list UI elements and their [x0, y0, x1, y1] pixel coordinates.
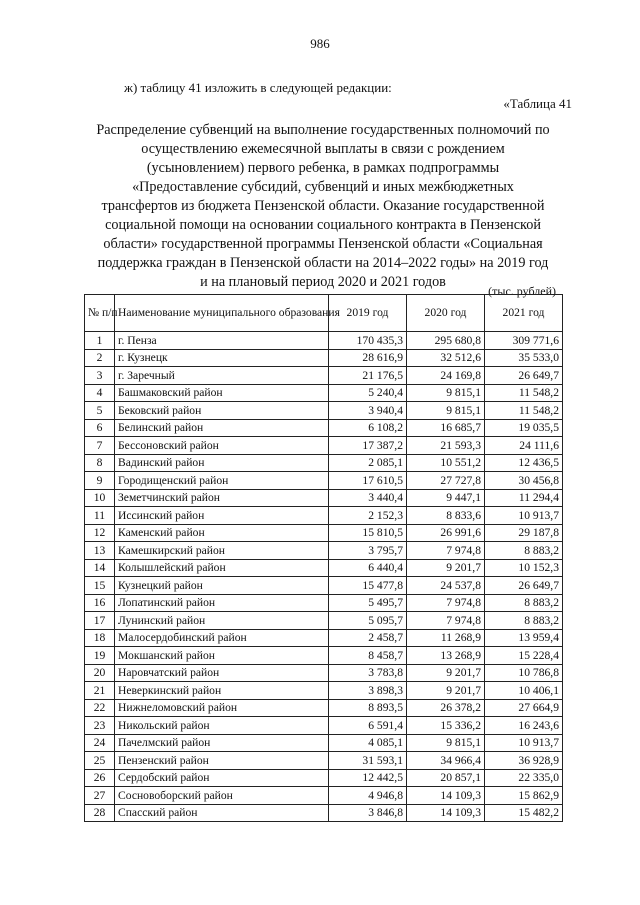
cell-2020: 9 815,1 — [407, 384, 485, 402]
cell-2021: 12 436,5 — [485, 454, 563, 472]
cell-2019: 8 458,7 — [329, 647, 407, 665]
cell-2021: 11 548,2 — [485, 384, 563, 402]
cell-2021: 8 883,2 — [485, 542, 563, 560]
cell-2019: 28 616,9 — [329, 349, 407, 367]
cell-2021: 22 335,0 — [485, 769, 563, 787]
cell-name: Земетчинский район — [115, 489, 329, 507]
cell-num: 23 — [85, 717, 115, 735]
cell-2019: 2 152,3 — [329, 507, 407, 525]
cell-num: 22 — [85, 699, 115, 717]
header-num: № п/п — [85, 295, 115, 332]
title-line: трансфертов из бюджета Пензенской области. Оказание государственной — [101, 198, 545, 214]
table-body — [85, 332, 563, 822]
table-row — [85, 454, 563, 472]
cell-num: 26 — [85, 769, 115, 787]
cell-2020: 24 169,8 — [407, 367, 485, 385]
cell-2021: 8 883,2 — [485, 612, 563, 630]
cell-num: 1 — [85, 332, 115, 350]
table-row — [85, 367, 563, 385]
cell-num: 27 — [85, 787, 115, 805]
cell-2021: 16 243,6 — [485, 717, 563, 735]
cell-2021: 11 548,2 — [485, 402, 563, 420]
cell-num: 11 — [85, 507, 115, 525]
cell-num: 18 — [85, 629, 115, 647]
table-row — [85, 699, 563, 717]
cell-2021: 10 913,7 — [485, 507, 563, 525]
cell-num: 15 — [85, 577, 115, 595]
cell-2020: 9 815,1 — [407, 734, 485, 752]
cell-2021: 26 649,7 — [485, 577, 563, 595]
cell-2020: 9 201,7 — [407, 682, 485, 700]
cell-2020: 8 833,6 — [407, 507, 485, 525]
cell-name: Наровчатский район — [115, 664, 329, 682]
cell-2021: 10 786,8 — [485, 664, 563, 682]
cell-name: г. Пенза — [115, 332, 329, 350]
title-line: поддержка граждан в Пензенской области на 2014–2022 годы» на 2019 год — [97, 255, 549, 271]
table-row — [85, 612, 563, 630]
cell-name: Никольский район — [115, 717, 329, 735]
cell-name: Нижнеломовский район — [115, 699, 329, 717]
cell-name: г. Кузнецк — [115, 349, 329, 367]
cell-2020: 15 336,2 — [407, 717, 485, 735]
cell-2019: 6 440,4 — [329, 559, 407, 577]
cell-name: Башмаковский район — [115, 384, 329, 402]
table-row — [85, 752, 563, 770]
table-row — [85, 384, 563, 402]
cell-name: Бековский район — [115, 402, 329, 420]
cell-2019: 3 783,8 — [329, 664, 407, 682]
cell-2019: 12 442,5 — [329, 769, 407, 787]
cell-num: 7 — [85, 437, 115, 455]
cell-2020: 24 537,8 — [407, 577, 485, 595]
table-row — [85, 647, 563, 665]
table-row — [85, 629, 563, 647]
table-row — [85, 682, 563, 700]
cell-2019: 17 610,5 — [329, 472, 407, 490]
cell-2019: 2 085,1 — [329, 454, 407, 472]
cell-2021: 29 187,8 — [485, 524, 563, 542]
cell-name: Вадинский район — [115, 454, 329, 472]
cell-2021: 309 771,6 — [485, 332, 563, 350]
table-row — [85, 769, 563, 787]
table-row — [85, 349, 563, 367]
table-row — [85, 594, 563, 612]
cell-2021: 10 913,7 — [485, 734, 563, 752]
cell-2019: 5 095,7 — [329, 612, 407, 630]
cell-2020: 9 447,1 — [407, 489, 485, 507]
header-2020: 2020 год — [407, 295, 485, 332]
cell-num: 14 — [85, 559, 115, 577]
cell-2020: 27 727,8 — [407, 472, 485, 490]
cell-2020: 7 974,8 — [407, 542, 485, 560]
document-title — [66, 121, 580, 292]
units-label: (тыс. рублей) — [488, 284, 556, 298]
cell-num: 25 — [85, 752, 115, 770]
cell-2019: 3 440,4 — [329, 489, 407, 507]
table-row — [85, 507, 563, 525]
page-number: 986 — [310, 36, 330, 51]
table-row — [85, 804, 563, 822]
cell-2019: 8 893,5 — [329, 699, 407, 717]
table-row — [85, 664, 563, 682]
title-line: осуществлению ежемесячной выплаты в связи с рождением — [141, 141, 505, 157]
header-2021: 2021 год — [485, 295, 563, 332]
cell-2019: 4 946,8 — [329, 787, 407, 805]
cell-2021: 11 294,4 — [485, 489, 563, 507]
cell-name: Мокшанский район — [115, 647, 329, 665]
cell-2020: 11 268,9 — [407, 629, 485, 647]
table-row — [85, 787, 563, 805]
cell-2021: 24 111,6 — [485, 437, 563, 455]
cell-2020: 20 857,1 — [407, 769, 485, 787]
cell-num: 8 — [85, 454, 115, 472]
cell-num: 21 — [85, 682, 115, 700]
table-row — [85, 542, 563, 560]
cell-2019: 5 240,4 — [329, 384, 407, 402]
cell-2020: 13 268,9 — [407, 647, 485, 665]
cell-2019: 31 593,1 — [329, 752, 407, 770]
cell-2021: 26 649,7 — [485, 367, 563, 385]
title-line: (усыновлением) первого ребенка, в рамках подпрограммы — [146, 160, 500, 176]
title-line: и на плановый период 2020 и 2021 годов — [200, 274, 446, 290]
cell-2019: 21 176,5 — [329, 367, 407, 385]
cell-2021: 36 928,9 — [485, 752, 563, 770]
cell-2019: 15 810,5 — [329, 524, 407, 542]
cell-2021: 15 482,2 — [485, 804, 563, 822]
cell-name: Пачелмский район — [115, 734, 329, 752]
cell-num: 16 — [85, 594, 115, 612]
cell-num: 24 — [85, 734, 115, 752]
cell-num: 3 — [85, 367, 115, 385]
table-row — [85, 577, 563, 595]
cell-2021: 10 406,1 — [485, 682, 563, 700]
cell-name: г. Заречный — [115, 367, 329, 385]
cell-2021: 15 862,9 — [485, 787, 563, 805]
intro-text: ж) таблицу 41 изложить в следующей редакции: — [124, 80, 392, 95]
cell-2019: 2 458,7 — [329, 629, 407, 647]
cell-2020: 9 201,7 — [407, 664, 485, 682]
cell-name: Спасский район — [115, 804, 329, 822]
cell-num: 13 — [85, 542, 115, 560]
cell-num: 20 — [85, 664, 115, 682]
cell-2020: 26 378,2 — [407, 699, 485, 717]
table-row — [85, 524, 563, 542]
table-row — [85, 472, 563, 490]
table-row — [85, 734, 563, 752]
title-line: социальной помощи на основании социального контракта в Пензенской — [105, 217, 541, 233]
cell-name: Сердобский район — [115, 769, 329, 787]
cell-2020: 7 974,8 — [407, 612, 485, 630]
subvention-table — [84, 294, 563, 822]
cell-name: Иссинский район — [115, 507, 329, 525]
cell-2020: 34 966,4 — [407, 752, 485, 770]
cell-2020: 9 201,7 — [407, 559, 485, 577]
cell-num: 6 — [85, 419, 115, 437]
cell-2021: 15 228,4 — [485, 647, 563, 665]
cell-2021: 8 883,2 — [485, 594, 563, 612]
cell-name: Пензенский район — [115, 752, 329, 770]
cell-num: 4 — [85, 384, 115, 402]
cell-2019: 6 108,2 — [329, 419, 407, 437]
cell-name: Бессоновский район — [115, 437, 329, 455]
table-row — [85, 489, 563, 507]
cell-num: 17 — [85, 612, 115, 630]
cell-2019: 15 477,8 — [329, 577, 407, 595]
cell-num: 12 — [85, 524, 115, 542]
cell-2020: 9 815,1 — [407, 402, 485, 420]
cell-2020: 21 593,3 — [407, 437, 485, 455]
cell-name: Кузнецкий район — [115, 577, 329, 595]
cell-2020: 14 109,3 — [407, 787, 485, 805]
table-header-row — [85, 295, 563, 332]
cell-2019: 4 085,1 — [329, 734, 407, 752]
table-row — [85, 717, 563, 735]
cell-2020: 16 685,7 — [407, 419, 485, 437]
header-name: Наименование муниципального образования — [115, 295, 329, 332]
cell-name: Малосердобинский район — [115, 629, 329, 647]
cell-num: 28 — [85, 804, 115, 822]
header-2019: 2019 год — [329, 295, 407, 332]
cell-2020: 295 680,8 — [407, 332, 485, 350]
cell-2019: 6 591,4 — [329, 717, 407, 735]
table-row — [85, 332, 563, 350]
cell-2019: 5 495,7 — [329, 594, 407, 612]
table-row — [85, 419, 563, 437]
cell-name: Белинский район — [115, 419, 329, 437]
cell-num: 10 — [85, 489, 115, 507]
cell-name: Лопатинский район — [115, 594, 329, 612]
table-label: «Таблица 41 — [503, 96, 572, 111]
cell-2021: 19 035,5 — [485, 419, 563, 437]
cell-2020: 32 512,6 — [407, 349, 485, 367]
title-line: области» государственной программы Пензенской области «Социальная — [103, 236, 543, 252]
cell-2020: 10 551,2 — [407, 454, 485, 472]
cell-2020: 14 109,3 — [407, 804, 485, 822]
cell-2021: 10 152,3 — [485, 559, 563, 577]
cell-num: 5 — [85, 402, 115, 420]
cell-2019: 3 940,4 — [329, 402, 407, 420]
cell-2021: 27 664,9 — [485, 699, 563, 717]
cell-num: 19 — [85, 647, 115, 665]
table-row — [85, 402, 563, 420]
cell-2020: 7 974,8 — [407, 594, 485, 612]
cell-2019: 3 795,7 — [329, 542, 407, 560]
cell-2021: 30 456,8 — [485, 472, 563, 490]
cell-num: 9 — [85, 472, 115, 490]
table-row — [85, 437, 563, 455]
title-line: Распределение субвенций на выполнение государственных полномочий по — [96, 122, 550, 138]
cell-num: 2 — [85, 349, 115, 367]
cell-2020: 26 991,6 — [407, 524, 485, 542]
cell-name: Лунинский район — [115, 612, 329, 630]
cell-name: Каменский район — [115, 524, 329, 542]
title-line: «Предоставление субсидий, субвенций и иных межбюджетных — [132, 179, 514, 195]
cell-2019: 3 898,3 — [329, 682, 407, 700]
cell-2019: 3 846,8 — [329, 804, 407, 822]
cell-2021: 13 959,4 — [485, 629, 563, 647]
cell-name: Колышлейский район — [115, 559, 329, 577]
cell-name: Городищенский район — [115, 472, 329, 490]
cell-name: Сосновоборский район — [115, 787, 329, 805]
cell-name: Камешкирский район — [115, 542, 329, 560]
cell-2021: 35 533,0 — [485, 349, 563, 367]
cell-2019: 170 435,3 — [329, 332, 407, 350]
table-row — [85, 559, 563, 577]
cell-name: Неверкинский район — [115, 682, 329, 700]
cell-2019: 17 387,2 — [329, 437, 407, 455]
